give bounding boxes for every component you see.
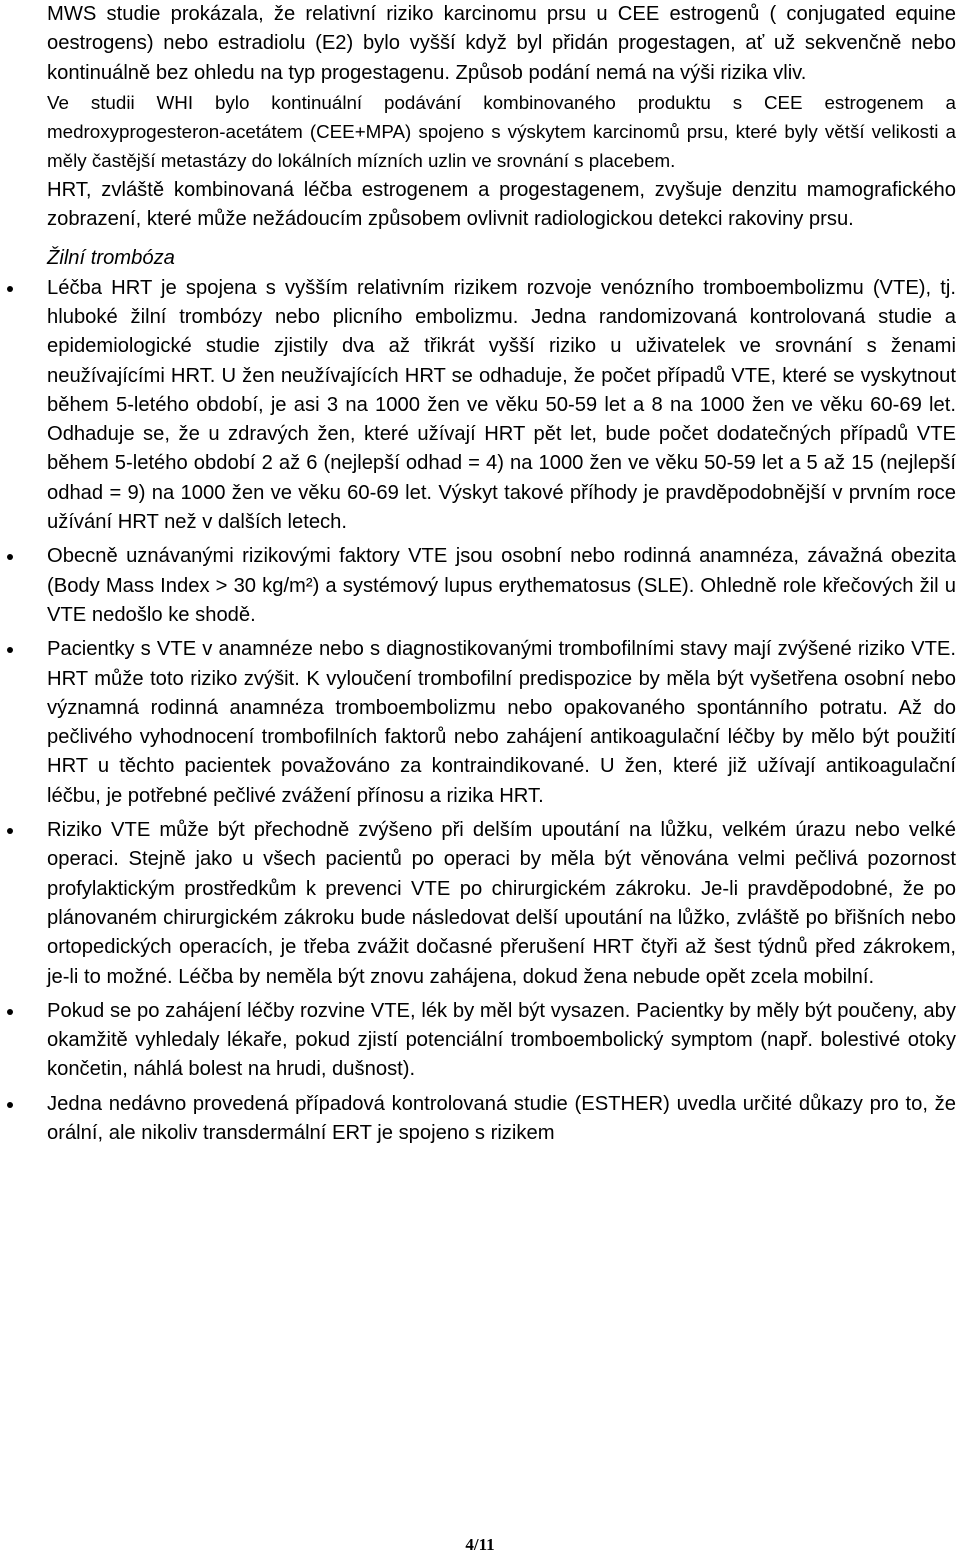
bullet-icon xyxy=(7,1102,13,1108)
bullet-icon xyxy=(7,554,13,560)
section-heading: Žilní trombóza xyxy=(47,247,175,270)
paragraph-hrt-density: HRT, zvláště kombinovaná léčba estrogenem a progestagenem, zvyšuje denzitu mamografického zobrazení, které může nežádoucím způsobem ovlivnit radiologickou detekci rakoviny prsu. xyxy=(47,178,956,231)
list-item xyxy=(47,635,956,811)
list-item-text: Pacientky s VTE v anamnéze nebo s diagnostikovanými trombofilními stavy mají zvýšené riziko VTE. HRT může toto riziko zvýšit. K vyloučení trombofilní predispozice by měla být vyšetřena osobní nebo významná rodinná anamnéza tromboembolizmu nebo opakovaného spontánního potratu. Až do pečlivého vyhodnocení trombofilních faktorů nebo zahájení antikoagulační léčby by mělo být použití HRT u těchto pacientek považováno za kontraindikované. U žen, které již užívají antikoagulační léčbu, je potřebné pečlivé zvážení přínosu a rizika HRT. xyxy=(47,638,956,807)
bullet-list xyxy=(47,274,956,1149)
list-item-text: Léčba HRT je spojena s vyšším relativním rizikem rozvoje venózního tromboembolizmu (VTE), tj. hluboké žilní trombózy nebo plicního embolizmu. Jedna randomizovaná kontrolovaná studie a epidemiologické studie zjistily dva až třikrát vyšší riziko u uživatelek ve srovnání s ženami neužívajícími HRT. U žen neužívajících HRT se odhaduje, že počet případů VTE, které se vyskytnout během 5-letého období, je asi 3 na 1000 žen ve věku 50-59 let a 8 na 1000 žen ve věku 60-69 let. Odhaduje se, že u zdravých žen, které užívají HRT pět let, bude počet dodatečných případů VTE během 5-letého období 2 až 6 (nejlepší odhad = 4) na 1000 žen ve věku 50-59 let a 5 až 15 (nejlepší odhad = 9) na 1000 žen ve věku 60-69 let. Výskyt takové příhody je pravděpodobnější v prvním roce užívání HRT než v dalších letech. xyxy=(47,276,956,534)
list-item xyxy=(47,542,956,630)
list-item xyxy=(47,816,956,992)
paragraph-mws-study: MWS studie prokázala, že relativní riziko karcinomu prsu u CEE estrogenů ( conjugated equine oestrogens) nebo estradiolu (E2) bylo vyšší když byl přidán progestagen, ať už sekvenčně nebo kontinuálně bez ohledu na typ progestagenu. Způsob podání nemá na výši rizika vliv. xyxy=(47,3,956,84)
page-number: 4/11 xyxy=(465,1535,495,1554)
list-item xyxy=(47,274,956,538)
paragraph-whi-study: Ve studii WHI bylo kontinuální podávání kombinovaného produktu s CEE estrogenem a medroxyprogesteron-acetátem (CEE+MPA) spojeno s výskytem karcinomů prsu, které byly větší velikosti a měly častější metastázy do lokálních mízních uzlin ve srovnání s placebem. xyxy=(47,91,956,172)
bullet-icon xyxy=(7,647,13,653)
list-item xyxy=(47,997,956,1085)
list-item-text: Pokud se po zahájení léčby rozvine VTE, lék by měl být vysazen. Pacientky by měly být poučeny, aby okamžitě vyhledaly lékaře, pokud zjistí potenciální tromboembolický symptom (např. bolestivé otoky končetin, náhlá bolest na hrudi, dušnost). xyxy=(47,999,956,1081)
list-item-text: Jedna nedávno provedená případová kontrolovaná studie (ESTHER) uvedla určité důkazy pro to, že orální, ale nikoliv transdermální ERT je spojeno s rizikem xyxy=(47,1092,956,1144)
list-item-text: Obecně uznávanými rizikovými faktory VTE jsou osobní nebo rodinná anamnéza, závažná obezita (Body Mass Index > 30 kg/m²) a systémový lupus erythematosus (SLE). Ohledně role křečových žil u VTE nedošlo ke shodě. xyxy=(47,545,956,626)
bullet-icon xyxy=(7,286,13,292)
bullet-icon xyxy=(7,828,13,834)
list-item xyxy=(47,1090,956,1149)
list-item-text: Riziko VTE může být přechodně zvýšeno při delším upoutání na lůžku, velkém úrazu nebo velké operaci. Stejně jako u všech pacientů po operaci by měla být věnována velmi pečlivá pozornost profylaktickým prostředkům k prevenci VTE po chirurgickém zákroku. Je-li pravděpodobné, že po plánovaném chirurgickém zákroku bude následovat delší upoutání na lůžko, zvláště po břišních nebo ortopedických operacích, je třeba zvážit dočasné přerušení HRT čtyři až šest týdnů před zákrokem, je-li to možné. Léčba by neměla být znovu zahájena, dokud žena nebude opět zcela mobilní. xyxy=(47,819,956,988)
bullet-icon xyxy=(7,1009,13,1015)
